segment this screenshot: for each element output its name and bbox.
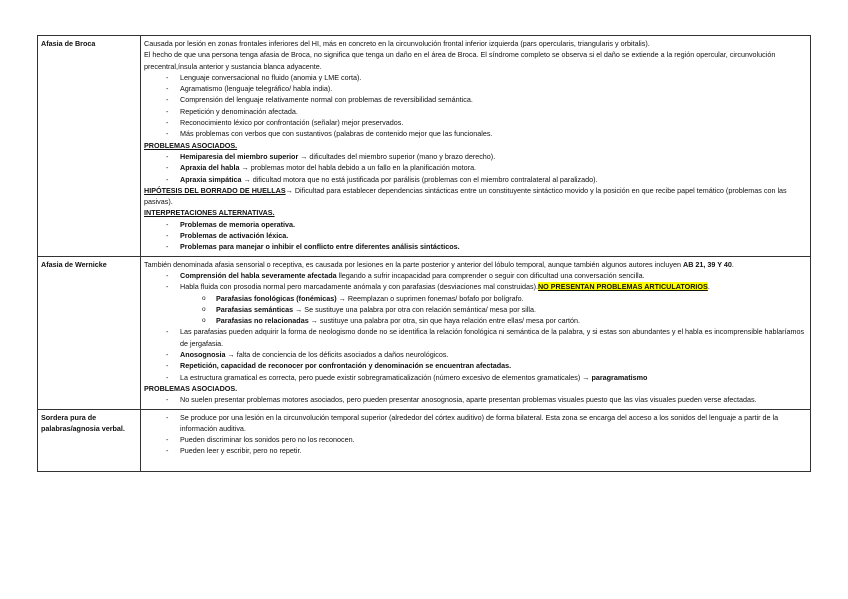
list-item [180, 162, 807, 173]
paragraph [144, 259, 807, 270]
bold-term: AB 21, 39 Y 40 [683, 259, 732, 269]
item-text: . [707, 282, 710, 292]
list-item: - Se produce por una lesión en la circunvolución temporal superior (alrededor del córtex auditivo) de forma bilateral. Esta zona se encarga del acceso a los sonidos del lenguaje a partir de la información auditiva. [180, 412, 807, 435]
item-text: La estructura gramatical es correcta, pero puede existir sobregramaticalización (número excesivo de elementos gramaticales) → [180, 372, 592, 382]
table-row [38, 409, 811, 471]
item-text: → Se sustituye una palabra por otra con relación semántica/ mesa por silla. [293, 304, 537, 314]
item-text: → dificultad motora que no está justificada por parálisis (problemas con el miembro contralateral al paralizado). [241, 174, 598, 184]
list-item [180, 151, 807, 162]
list-item [180, 174, 807, 185]
row-content [141, 409, 811, 471]
bold-term: Apraxia simpática [180, 174, 242, 184]
list-item: - Reconocimiento léxico por confrontación (señalar) mejor preservados. [180, 117, 807, 128]
bullet-list [144, 270, 807, 383]
item-text: → problemas motor del habla debido a un fallo en la planificación motora. [239, 163, 477, 173]
list-item: - No suelen presentar problemas motores asociados, pero pueden presentar anosognosia, aparte presentan problemas visuales puesto que las vías visuales pueden verse afectadas. [180, 394, 807, 405]
list-item: - Pueden leer y escribir, pero no repetir. [180, 445, 807, 456]
sub-list-item [216, 293, 807, 304]
list-item: - Pueden discriminar los sonidos pero no los reconocen. [180, 434, 807, 445]
list-item [180, 270, 807, 281]
bullet-list [144, 72, 807, 140]
list-item [180, 219, 807, 230]
bold-term: Problemas de activación léxica. [180, 231, 289, 241]
item-text: → Reemplazan o suprimen fonemas/ bofafo por bolígrafo. [336, 293, 524, 303]
item-text: También denominada afasia sensorial o receptiva, es causada por lesiones en la parte posterior y anterior del lóbulo temporal, aunque también algunos autores incluyen [144, 259, 683, 269]
list-item: - Lenguaje conversacional no fluido (anomia y LME corta). [180, 72, 807, 83]
bold-term: Parafasias fonológicas (fonémicas) [216, 293, 337, 303]
row-term: Sordera pura de palabras/agnosia verbal. [38, 409, 141, 471]
item-text: llegando a sufrir incapacidad para comprender o seguir con dificultad una conversación sencilla. [336, 270, 645, 280]
row-term: Afasia de Wernicke [38, 256, 141, 409]
paragraph [144, 185, 807, 208]
bold-term: Comprensión del habla severamente afectada [180, 270, 337, 280]
table-row [38, 256, 811, 409]
bold-term: Problemas de memoria operativa. [180, 219, 296, 229]
section-heading: HIPÓTESIS DEL BORRADO DE HUELLAS [144, 185, 286, 195]
paragraph: El hecho de que una persona tenga afasia de Broca, no significa que tenga un daño en el área de Broca. El síndrome completo se observa si el daño se extiende a la región opercular, circunvolución precentral,ínsula anterior y sustancia blanca adyacente. [144, 50, 776, 71]
bullet-list [144, 394, 807, 405]
list-item: - Comprensión del lenguaje relativamente normal con problemas de reversibilidad semántica. [180, 94, 807, 105]
section-heading: PROBLEMAS ASOCIADOS. [144, 140, 238, 150]
aphasia-table [37, 35, 811, 472]
list-item: - Repetición y denominación afectada. [180, 106, 807, 117]
list-item [180, 230, 807, 241]
list-item: - Las parafasias pueden adquirir la forma de neologismo donde no se identifica la relación fonológica ni semántica de la palabra, y si estas son abundantes y el habla es incomprensible hablaríamos de jergafasia. [180, 326, 807, 349]
bold-term: Anosognosia [180, 350, 226, 360]
list-item [180, 349, 807, 360]
section-heading: PROBLEMAS ASOCIADOS. [144, 383, 238, 393]
bold-term: Repetición, capacidad de reconocer por confrontación y denominación se encuentran afectadas. [180, 361, 512, 371]
sub-list-item [216, 315, 807, 326]
list-item [180, 281, 807, 326]
list-item [180, 360, 807, 371]
row-term: Afasia de Broca [38, 36, 141, 257]
list-item [180, 372, 807, 383]
item-text: . [731, 259, 734, 269]
bold-term: Problemas para manejar o inhibir el conflicto entre diferentes análisis sintácticos. [180, 242, 460, 252]
paragraph: Causada por lesión en zonas frontales inferiores del HI, más en concreto en la circunvolución frontal inferior izquierda (pars opercularis, triangularis y orbitalis). [144, 39, 650, 48]
list-item: - Más problemas con verbos que con sustantivos (palabras de contenido mejor que las funcionales. [180, 128, 807, 139]
item-text: → falta de conciencia de los déficits asociados a daños neurológicos. [225, 350, 449, 360]
item-text: → sustituye una palabra por otra, sin que haya relación entre ellas/ mesa por cartón. [308, 316, 580, 326]
list-item [180, 241, 807, 252]
row-content [141, 256, 811, 409]
section-heading: INTERPRETACIONES ALTERNATIVAS. [144, 208, 275, 218]
sub-list-item [216, 304, 807, 315]
bold-term: Parafasias semánticas [216, 304, 294, 314]
item-text: → dificultades del miembro superior (mano y brazo derecho). [298, 151, 496, 161]
table-row [38, 36, 811, 257]
bullet-list [144, 219, 807, 253]
bullet-list [144, 151, 807, 185]
bold-term: paragramatismo [591, 372, 648, 382]
highlighted-text: NO PRESENTAN PROBLEMAS ARTICULATORIOS [537, 282, 708, 292]
sub-list [180, 293, 807, 327]
bullet-list [144, 412, 807, 457]
bold-term: Hemiparesia del miembro superior [180, 151, 299, 161]
list-item: - Agramatismo (lenguaje telegráfico/ habla india). [180, 83, 807, 94]
bold-term: Parafasias no relacionadas [216, 316, 309, 326]
item-text: Habla fluida con prosodia normal pero marcadamente anómala y con parafasias (desviaciones mal construidas). [180, 282, 538, 292]
bold-term: Apraxia del habla [180, 163, 240, 173]
item-text: → Dificultad para establecer dependencias sintácticas entre un constituyente sintáctico movido y la posición en que recibe papel temático (problemas con las pasivas). [144, 185, 787, 207]
row-content [141, 36, 811, 257]
